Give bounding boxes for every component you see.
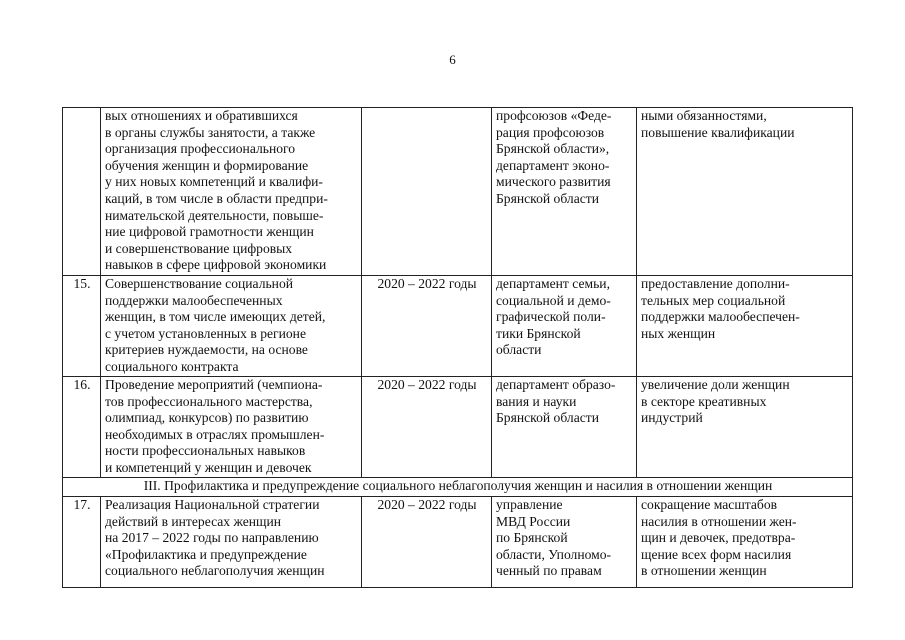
executor-cell: департамент семьи, социальной и демо- графической поли- тики Брянской области — [492, 276, 637, 377]
executor-cell: управление МВД России по Брянской области, Уполномо- ченный по правам — [492, 497, 637, 588]
measure-description-cell: вых отношениях и обратившихся в органы службы занятости, а также организация профессионального обучения женщин и формирование у них новых компетенций и квалифи- каций, в том числе в области предпри- нимательской деятельности, повыше- ние цифровой грамотности женщин и совершенствование цифровых навыков в сфере цифровой экономики — [101, 108, 362, 276]
table-row — [63, 497, 853, 588]
section-header-row — [63, 478, 853, 497]
table-row — [63, 276, 853, 377]
expected-result-cell: увеличение доли женщин в секторе креативных индустрий — [637, 377, 853, 478]
table-row — [63, 108, 853, 276]
expected-result-cell: ными обязанностями, повышение квалификации — [637, 108, 853, 276]
row-number-cell — [63, 108, 101, 276]
table-row — [63, 377, 853, 478]
executor-cell: профсоюзов «Феде- рация профсоюзов Брянской области», департамент эконо- мического развития Брянской области — [492, 108, 637, 276]
executor-cell: департамент образо- вания и науки Брянской области — [492, 377, 637, 478]
period-cell — [362, 108, 492, 276]
expected-result-cell: сокращение масштабов насилия в отношении жен- щин и девочек, предотвра- щение всех форм насилия в отношении женщин — [637, 497, 853, 588]
period-cell: 2020 – 2022 годы — [362, 377, 492, 478]
expected-result-cell: предоставление дополни- тельных мер социальной поддержки малообеспечен- ных женщин — [637, 276, 853, 377]
page-number: 6 — [449, 52, 456, 67]
measure-description-cell: Совершенствование социальной поддержки малообеспеченных женщин, в том числе имеющих детей, с учетом установленных в регионе критериев нуждаемости, на основе социального контракта — [101, 276, 362, 377]
measure-description-cell: Проведение мероприятий (чемпиона- тов профессионального мастерства, олимпиад, конкурсов) по развитию необходимых в отраслях промышлен- ности профессиональных навыков и компетенций у женщин и девочек — [101, 377, 362, 478]
measure-description-cell: Реализация Национальной стратегии действий в интересах женщин на 2017 – 2022 годы по направлению «Профилактика и предупреждение социального неблагополучия женщин — [101, 497, 362, 588]
period-cell: 2020 – 2022 годы — [362, 276, 492, 377]
row-number-cell: 15. — [63, 276, 101, 377]
section-title: III. Профилактика и предупреждение социального неблагополучия женщин и насилия в отношении женщин — [63, 478, 853, 497]
measures-table — [62, 107, 853, 588]
row-number-cell: 17. — [63, 497, 101, 588]
period-cell: 2020 – 2022 годы — [362, 497, 492, 588]
row-number-cell: 16. — [63, 377, 101, 478]
